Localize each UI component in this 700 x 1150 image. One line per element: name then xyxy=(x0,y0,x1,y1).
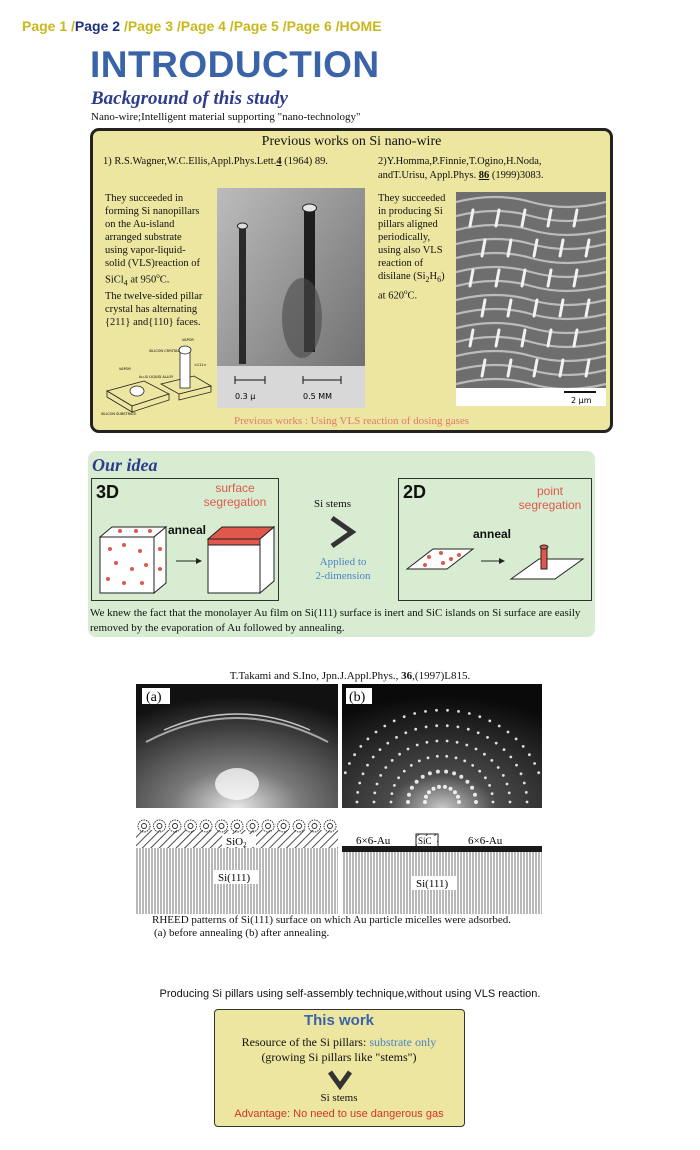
reference-1: 1) R.S.Wagner,W.C.Ellis,Appl.Phys.Lett.4 (1964) 89. xyxy=(103,156,328,167)
our-idea-title: Our idea xyxy=(92,455,158,475)
nav-separator: / xyxy=(278,18,287,34)
our-idea-description: We knew the fact that the monolayer Au film on Si(111) surface is inert and SiC islands on Si surface are easily removed by the evaporation of Au followed by annealing. xyxy=(90,607,581,634)
description-2: They succeeded in producing Si pillars aligned periodically, using also VLS reaction of disilane $(Si_2H_6)$ at 620$^o$C. xyxy=(378,193,446,302)
scale-label-3: 2 μm xyxy=(571,396,592,405)
previous-works-footer: Previous works : Using VLS reaction of dosing gases xyxy=(233,415,470,427)
si111-right-label: Si(111) xyxy=(416,878,449,890)
our-idea-box xyxy=(88,451,595,637)
nav-separator: / xyxy=(331,18,340,34)
page-nav xyxy=(22,18,382,34)
nav-separator: / xyxy=(172,18,181,34)
page-title: INTRODUCTION xyxy=(90,44,380,85)
applied-label: Applied to 2-dimension xyxy=(315,556,371,582)
sio2-label: SiO2 xyxy=(226,836,247,849)
scale-label-2: 0.5 MM xyxy=(303,392,333,401)
crystal-label: SILICON CRYSTAL xyxy=(149,349,180,353)
previous-works-title: Previous works on Si nano-wire xyxy=(261,134,442,149)
this-work-growing: (growing Si pillars like "stems") xyxy=(261,1050,417,1064)
section-subtitle: Background of this study xyxy=(91,88,288,109)
nav-page-4[interactable]: Page 4 xyxy=(180,18,226,34)
this-work-title: This work xyxy=(303,1012,374,1029)
scale-label-1: 0.3 μ xyxy=(235,392,256,401)
chevron-down-icon xyxy=(327,1068,353,1092)
anneal-label-2d: anneal xyxy=(473,527,512,541)
vapor-top-label: VAPOR xyxy=(182,338,194,342)
au-right-label: 6×6-Au xyxy=(468,835,503,847)
sic-label: SiC xyxy=(418,836,432,846)
rheed-citation: T.Takami and S.Ino, Jpn.J.Appl.Phys., 36,(1997)L815. xyxy=(229,670,471,682)
label-3d: 3D xyxy=(96,482,120,502)
direction-label: <111> xyxy=(194,363,207,367)
this-work-advantage: Advantage: No need to use dangerous gas xyxy=(234,1108,444,1120)
panel-a-label: (a) xyxy=(146,690,162,705)
vapor-label: VAPOR xyxy=(119,367,131,371)
surface-segregation-label: surface segregation xyxy=(203,481,267,509)
nav-separator: / xyxy=(225,18,234,34)
nav-home[interactable]: HOME xyxy=(339,18,382,34)
chevron-right-icon xyxy=(328,515,358,549)
rheed-caption: RHEED patterns of Si(111) surface on which Au particle micelles were adsorbed. (a) before annealing (b) after annealing. xyxy=(152,914,512,939)
2d-plane-diagram xyxy=(403,535,589,595)
reference-2: 2)Y.Homma,P.Finnie,T.Ogino,H.Noda, andT.Urisu, Appl.Phys. 86 (1999)3083. xyxy=(378,156,544,181)
au-left-label: 6×6-Au xyxy=(356,835,391,847)
this-work-resource: Resource of the Si pillars: substrate only xyxy=(241,1035,437,1049)
panel-3d xyxy=(91,478,279,601)
point-segregation-label: point segregation xyxy=(518,484,582,512)
micrograph-1 xyxy=(217,188,365,408)
panel-2d xyxy=(398,478,592,601)
nav-page-5[interactable]: Page 5 xyxy=(233,18,279,34)
nav-separator: / xyxy=(120,18,128,34)
nav-page-1[interactable]: Page 1 xyxy=(22,18,68,34)
label-2d: 2D xyxy=(403,482,427,502)
si-stems-label: Si stems xyxy=(314,498,351,510)
producing-statement: Producing Si pillars using self-assembly technique,without using VLS reaction. xyxy=(159,988,541,1000)
3d-cube-diagram xyxy=(96,521,278,599)
this-work-stems: Si stems xyxy=(320,1092,358,1104)
tagline: Nano-wire;Intelligent material supporting "nano-technology" xyxy=(91,111,361,123)
anneal-label-3d: anneal xyxy=(168,523,207,537)
this-work-box xyxy=(214,1009,465,1127)
nav-page-3[interactable]: Page 3 xyxy=(127,18,173,34)
substrate-label: SILICON SUBSTRATE xyxy=(101,412,137,416)
description-1: They succeeded in forming Si nanopillars on the Au-island arranged substrate using vapor-liquid- solid (VLS)reaction of SiCl$_4$ at 950$^o$C. The twelve-sided pillar crystal has alternating {211} and{110} faces. xyxy=(105,193,203,328)
previous-works-box xyxy=(90,128,613,433)
vls-schematic xyxy=(99,336,214,416)
liquid-label: Au-Si LIQUID ALLOY xyxy=(139,375,174,379)
nav-page-2[interactable]: Page 2 xyxy=(74,18,121,34)
si111-left-label: Si(111) xyxy=(218,872,251,884)
rheed-figure xyxy=(136,684,542,914)
nav-page-6[interactable]: Page 6 xyxy=(286,18,332,34)
panel-b-label: (b) xyxy=(349,690,366,705)
nav-separator: / xyxy=(67,18,75,34)
micrograph-2 xyxy=(456,192,606,406)
